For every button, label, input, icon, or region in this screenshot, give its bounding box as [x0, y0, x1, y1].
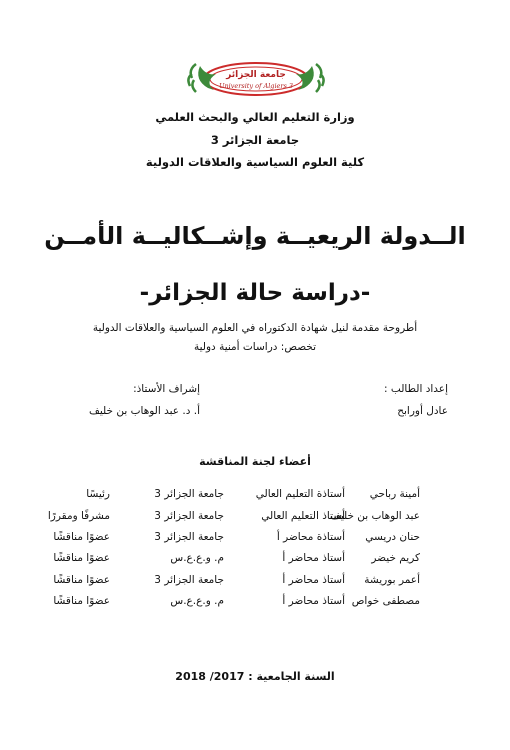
supervisor-label: إشراف الأستاذ: [133, 383, 200, 395]
member-rank: أستاذ محاضر أ [282, 574, 345, 586]
student-label: إعداد الطالب : [384, 383, 448, 395]
logo-arabic-text: جامعة الجزائر [226, 70, 286, 80]
logo-wreath-right-leaves [316, 64, 324, 92]
committee-member-row [0, 488, 510, 506]
logo-wreath-left-leaves [188, 64, 196, 92]
university-name: جامعة الجزائر 3 [210, 133, 300, 147]
university-logo [186, 58, 326, 100]
member-rank: أستاذة محاضر أ [276, 531, 345, 543]
member-institution: جامعة الجزائر 3 [154, 574, 224, 586]
member-role: مشرفًا ومقررًا [47, 510, 110, 522]
thesis-subtitle: -دراسة حالة الجزائر- [139, 280, 371, 306]
thesis-specialization: تخصص: دراسات أمنية دولية [193, 341, 317, 353]
committee-member-row [0, 552, 510, 570]
committee-title: أعضاء لجنة المناقشة [199, 455, 311, 468]
member-name: كريم خيضر [371, 552, 420, 564]
member-rank: أستاذة التعليم العالي [255, 488, 345, 500]
member-rank: أستاذ محاضر أ [282, 595, 345, 607]
member-institution: جامعة الجزائر 3 [154, 510, 224, 522]
member-institution: جامعة الجزائر 3 [154, 531, 224, 543]
faculty-name: كلية العلوم السياسية والعلاقات الدولية [145, 155, 365, 169]
student-name: عادل أورابح [397, 405, 448, 417]
committee-member-row [0, 574, 510, 592]
member-role: عضوًا مناقشًا [53, 531, 110, 543]
committee-member-row [0, 510, 510, 528]
member-role: عضوًا مناقشًا [53, 574, 110, 586]
thesis-description: أطروحة مقدمة لنيل شهادة الدكتوراه في العلوم السياسية والعلاقات الدولية [92, 322, 418, 334]
logo-latin-text: University of Algiers 3 [218, 82, 294, 90]
member-institution: م. و.ع.ع.س [170, 595, 224, 607]
ministry-name: وزارة التعليم العالي والبحث العلمي [155, 110, 355, 124]
member-name: أمينة رباحي [369, 488, 420, 500]
member-name: أعمر بوريشة [364, 574, 420, 586]
academic-year: السنة الجامعية : 2017/ 2018 [175, 670, 335, 683]
member-institution: م. و.ع.ع.س [170, 552, 224, 564]
member-rank: أستاذ التعليم العالي [261, 510, 345, 522]
thesis-title: الــدولة الريعيــة وإشــكاليــة الأمــن [44, 222, 466, 250]
member-role: عضوًا مناقشًا [53, 552, 110, 564]
member-name: حنان دريسي [365, 531, 420, 543]
member-name: مصطفى خواص [351, 595, 420, 607]
committee-member-row [0, 531, 510, 549]
member-role: عضوًا مناقشًا [53, 595, 110, 607]
member-rank: أستاذ محاضر أ [282, 552, 345, 564]
member-name: عبد الوهاب بن خليف [329, 510, 420, 522]
committee-member-row [0, 595, 510, 613]
member-role: رئيسًا [86, 488, 110, 500]
member-institution: جامعة الجزائر 3 [154, 488, 224, 500]
supervisor-name: أ. د. عبد الوهاب بن خليف [89, 405, 200, 417]
